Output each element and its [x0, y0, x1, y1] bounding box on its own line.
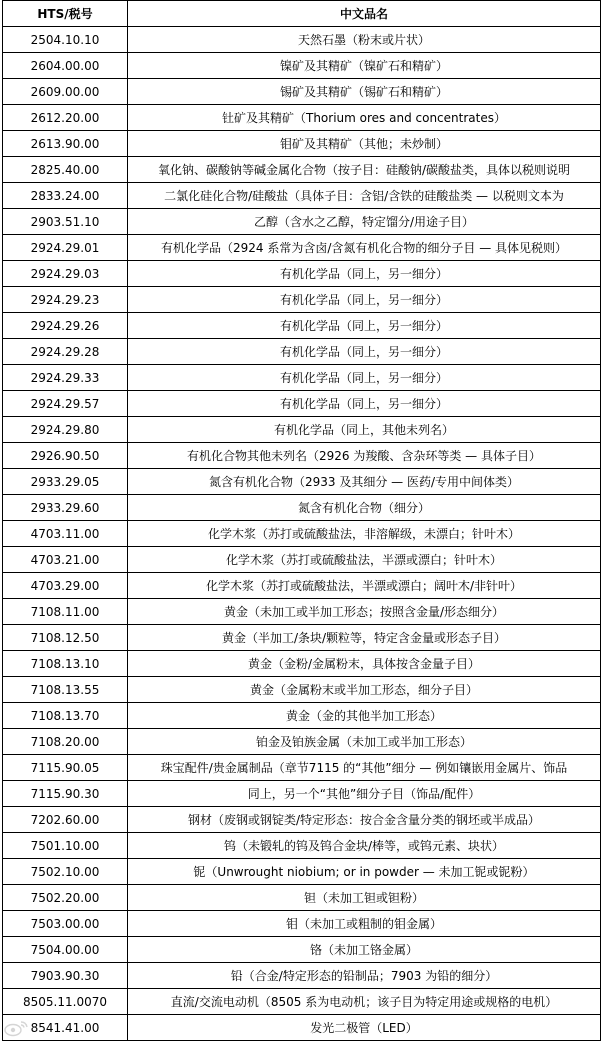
hts-code-cell: 2924.29.03	[3, 261, 128, 287]
hts-code-cell: 2924.29.23	[3, 287, 128, 313]
table-row	[3, 235, 601, 261]
table-row	[3, 1015, 601, 1041]
chinese-name-cell: 直流/交流电动机（8505 系为电动机；该子目为特定用途或规格的电机）	[128, 989, 601, 1015]
table-row	[3, 599, 601, 625]
chinese-name-cell: 珠宝配件/贵金属制品（章节7115 的“其他”细分 — 例如镶嵌用金属片、饰品	[128, 755, 601, 781]
hts-code-cell: 7202.60.00	[3, 807, 128, 833]
table-row	[3, 547, 601, 573]
hts-code-cell: 2924.29.01	[3, 235, 128, 261]
chinese-name-cell: 乙醇（含水之乙醇，特定馏分/用途子目）	[128, 209, 601, 235]
hts-code-cell: 2833.24.00	[3, 183, 128, 209]
table-row	[3, 209, 601, 235]
table-row	[3, 677, 601, 703]
hts-table	[2, 0, 601, 1041]
hts-code-cell: 8541.41.00	[3, 1015, 128, 1041]
hts-code-cell: 7115.90.30	[3, 781, 128, 807]
table-row	[3, 729, 601, 755]
table-row	[3, 469, 601, 495]
hts-code-cell: 2933.29.60	[3, 495, 128, 521]
chinese-name-cell: 铌（Unwrought niobium; or in powder — 未加工铌或铌粉）	[128, 859, 601, 885]
hts-code-cell: 2924.29.33	[3, 365, 128, 391]
table-row	[3, 781, 601, 807]
hts-code-cell: 4703.29.00	[3, 573, 128, 599]
table-row	[3, 703, 601, 729]
chinese-name-cell: 氮含有机化合物（2933 及其细分 — 医药/专用中间体类）	[128, 469, 601, 495]
chinese-name-cell: 钨（未锻轧的钨及钨合金块/棒等，或钨元素、块状）	[128, 833, 601, 859]
table-row	[3, 651, 601, 677]
table-row	[3, 807, 601, 833]
hts-code-cell: 2924.29.26	[3, 313, 128, 339]
table-row	[3, 27, 601, 53]
hts-code-cell: 2903.51.10	[3, 209, 128, 235]
hts-code-cell: 7503.00.00	[3, 911, 128, 937]
hts-code-cell: 7108.20.00	[3, 729, 128, 755]
table-header	[3, 1, 601, 27]
chinese-name-cell: 有机化学品（同上，另一细分）	[128, 287, 601, 313]
chinese-name-cell: 镍矿及其精矿（镍矿石和精矿）	[128, 53, 601, 79]
watermark-logo-icon	[4, 1019, 30, 1037]
table-body	[3, 27, 601, 1041]
table-row	[3, 859, 601, 885]
hts-code-cell: 2924.29.28	[3, 339, 128, 365]
chinese-name-cell: 黄金（金粉/金属粉末，具体按含金量子目）	[128, 651, 601, 677]
table-row	[3, 521, 601, 547]
hts-code-cell: 4703.21.00	[3, 547, 128, 573]
column-header-hts-code: HTS/税号	[3, 1, 128, 27]
table-row	[3, 573, 601, 599]
hts-code-cell: 7108.13.10	[3, 651, 128, 677]
hts-code-cell: 2825.40.00	[3, 157, 128, 183]
chinese-name-cell: 钍矿及其精矿（Thorium ores and concentrates）	[128, 105, 601, 131]
hts-code-cell: 7504.00.00	[3, 937, 128, 963]
hts-code-cell: 7501.10.00	[3, 833, 128, 859]
chinese-name-cell: 锡矿及其精矿（锡矿石和精矿）	[128, 79, 601, 105]
chinese-name-cell: 黄金（金的其他半加工形态）	[128, 703, 601, 729]
hts-code-cell: 4703.11.00	[3, 521, 128, 547]
hts-code-cell: 2612.20.00	[3, 105, 128, 131]
table-row	[3, 391, 601, 417]
table-row	[3, 157, 601, 183]
hts-code-cell: 7108.13.55	[3, 677, 128, 703]
hts-code-cell: 7903.90.30	[3, 963, 128, 989]
chinese-name-cell: 氧化钠、碳酸钠等碱金属化合物（按子目：硅酸钠/碳酸盐类，具体以税则说明	[128, 157, 601, 183]
table-row	[3, 53, 601, 79]
chinese-name-cell: 天然石墨（粉末或片状）	[128, 27, 601, 53]
chinese-name-cell: 有机化学品（2924 系常为含卤/含氮有机化合物的细分子目 — 具体见税则）	[128, 235, 601, 261]
hts-code-cell: 2609.00.00	[3, 79, 128, 105]
table-row	[3, 963, 601, 989]
chinese-name-cell: 铬（未加工铬金属）	[128, 937, 601, 963]
chinese-name-cell: 同上，另一个“其他”细分子目（饰品/配件）	[128, 781, 601, 807]
hts-code-cell: 2604.00.00	[3, 53, 128, 79]
chinese-name-cell: 铅（合金/特定形态的铅制品；7903 为铅的细分）	[128, 963, 601, 989]
table-row	[3, 625, 601, 651]
hts-code-cell: 7502.10.00	[3, 859, 128, 885]
chinese-name-cell: 有机化学品（同上，其他未列名）	[128, 417, 601, 443]
hts-code-cell: 2924.29.80	[3, 417, 128, 443]
chinese-name-cell: 黄金（未加工或半加工形态；按照含金量/形态细分）	[128, 599, 601, 625]
table-row	[3, 339, 601, 365]
chinese-name-cell: 钼矿及其精矿（其他；未炒制）	[128, 131, 601, 157]
table-row	[3, 989, 601, 1015]
table-row	[3, 911, 601, 937]
chinese-name-cell: 氮含有机化合物（细分）	[128, 495, 601, 521]
table-row	[3, 365, 601, 391]
table-row	[3, 261, 601, 287]
hts-code-cell: 2613.90.00	[3, 131, 128, 157]
chinese-name-cell: 有机化学品（同上，另一细分）	[128, 339, 601, 365]
hts-code-cell: 2924.29.57	[3, 391, 128, 417]
chinese-name-cell: 钼（未加工或粗制的钼金属）	[128, 911, 601, 937]
chinese-name-cell: 化学木浆（苏打或硫酸盐法，半漂或漂白；针叶木）	[128, 547, 601, 573]
chinese-name-cell: 化学木浆（苏打或硫酸盐法，非溶解级，未漂白；针叶木）	[128, 521, 601, 547]
hts-code-cell: 7108.13.70	[3, 703, 128, 729]
hts-code-cell: 7115.90.05	[3, 755, 128, 781]
table-row	[3, 443, 601, 469]
hts-code-cell: 7502.20.00	[3, 885, 128, 911]
header-row	[3, 1, 601, 27]
chinese-name-cell: 化学木浆（苏打或硫酸盐法，半漂或漂白；阔叶木/非针叶）	[128, 573, 601, 599]
table-row	[3, 495, 601, 521]
hts-code-cell: 2504.10.10	[3, 27, 128, 53]
chinese-name-cell: 二氯化硅化合物/硅酸盐（具体子目：含铝/含铁的硅酸盐类 — 以税则文本为	[128, 183, 601, 209]
hts-code-cell: 7108.11.00	[3, 599, 128, 625]
chinese-name-cell: 有机化学品（同上，另一细分）	[128, 365, 601, 391]
table-row	[3, 417, 601, 443]
table-row	[3, 313, 601, 339]
table-row	[3, 885, 601, 911]
table-row	[3, 937, 601, 963]
table-row	[3, 105, 601, 131]
table-row	[3, 183, 601, 209]
chinese-name-cell: 有机化学品（同上，另一细分）	[128, 391, 601, 417]
column-header-chinese-name: 中文品名	[128, 1, 601, 27]
hts-code-cell: 7108.12.50	[3, 625, 128, 651]
chinese-name-cell: 黄金（金属粉末或半加工形态，细分子目）	[128, 677, 601, 703]
hts-code-cell: 2926.90.50	[3, 443, 128, 469]
chinese-name-cell: 有机化合物其他未列名（2926 为羧酸、含杂环等类 — 具体子目）	[128, 443, 601, 469]
table-row	[3, 287, 601, 313]
hts-code-cell: 2933.29.05	[3, 469, 128, 495]
chinese-name-cell: 钢材（废钢或钢锭类/特定形态：按合金含量分类的钢坯或半成品）	[128, 807, 601, 833]
hts-code-cell: 8505.11.0070	[3, 989, 128, 1015]
table-row	[3, 833, 601, 859]
chinese-name-cell: 铂金及铂族金属（未加工或半加工形态）	[128, 729, 601, 755]
table-row	[3, 755, 601, 781]
table-row	[3, 131, 601, 157]
table-row	[3, 79, 601, 105]
chinese-name-cell: 有机化学品（同上，另一细分）	[128, 261, 601, 287]
chinese-name-cell: 黄金（半加工/条块/颗粒等，特定含金量或形态子目）	[128, 625, 601, 651]
chinese-name-cell: 钽（未加工钽或钽粉）	[128, 885, 601, 911]
chinese-name-cell: 发光二极管（LED）	[128, 1015, 601, 1041]
chinese-name-cell: 有机化学品（同上，另一细分）	[128, 313, 601, 339]
